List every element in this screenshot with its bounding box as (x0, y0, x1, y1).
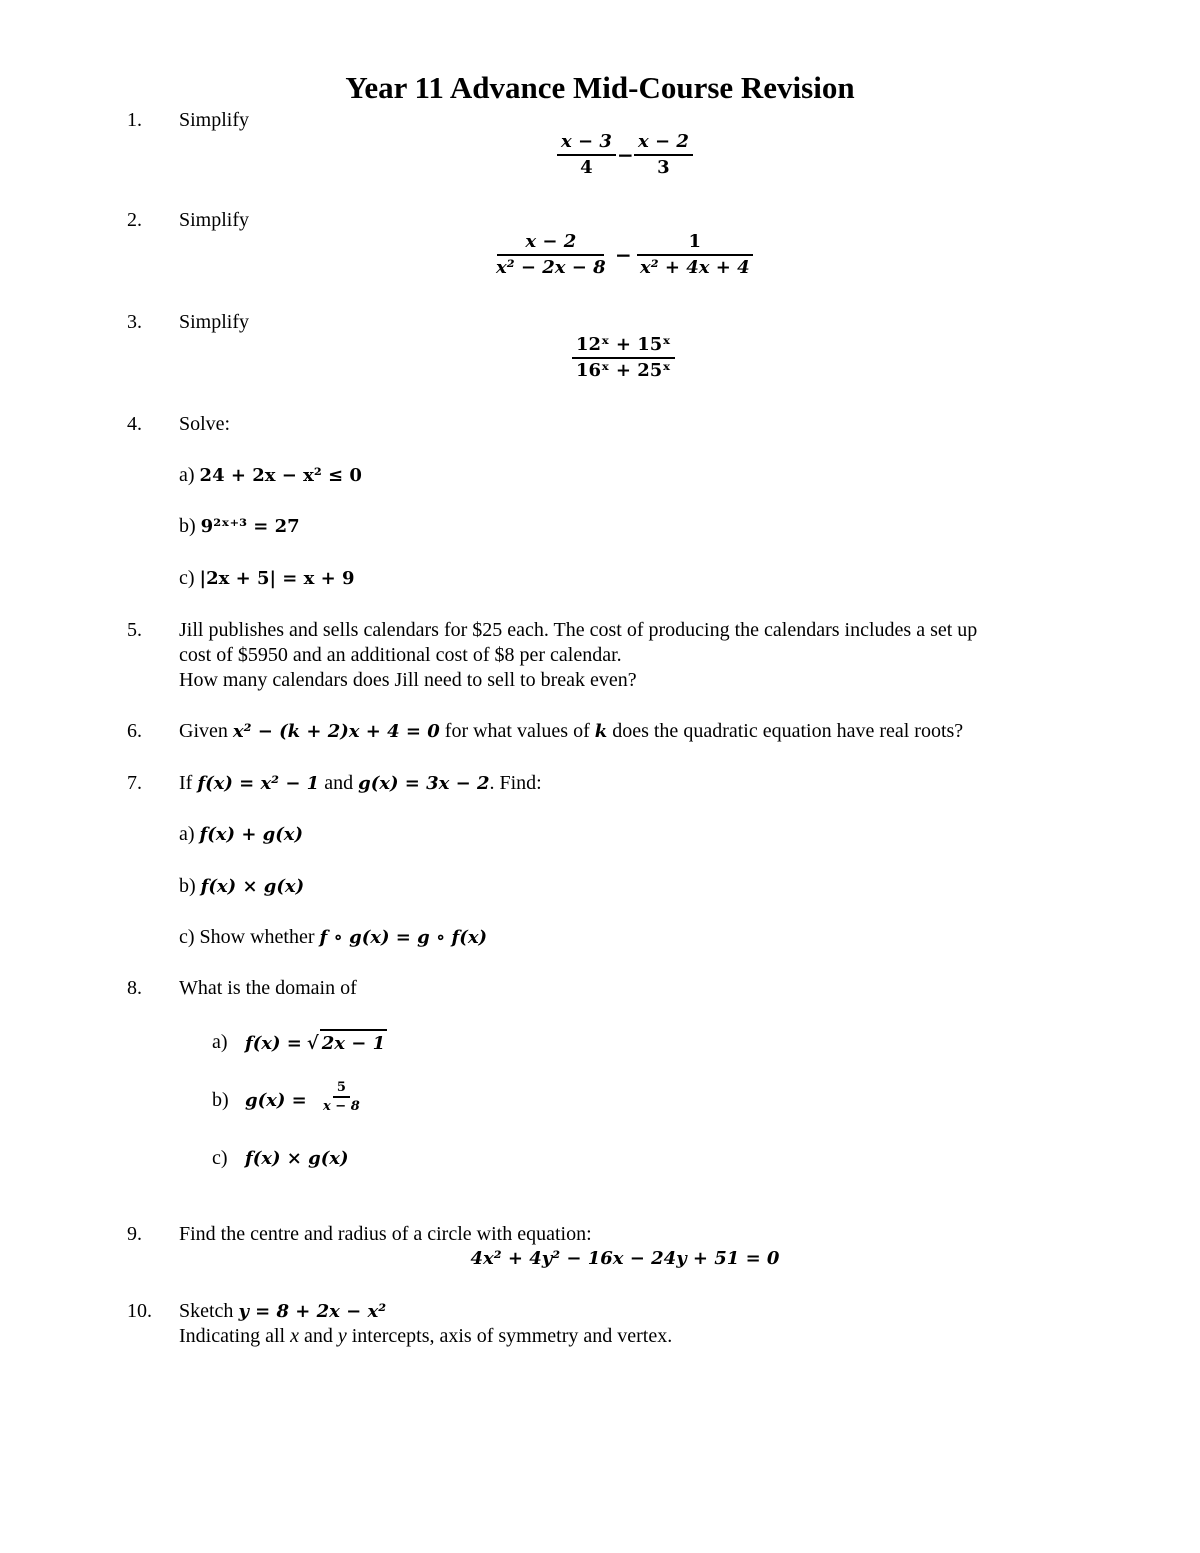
subpart (179, 565, 355, 592)
text-run: . Find: (489, 772, 542, 794)
numerator: x − 3 (557, 130, 616, 156)
subpart (179, 462, 362, 489)
question-text (179, 718, 963, 745)
question-number: 6. (127, 720, 142, 742)
denominator: 4 (580, 157, 593, 178)
subpart-label: c) Show whether (179, 926, 315, 948)
question-number: 10. (127, 1300, 152, 1322)
denominator: x² − 2x − 8 (496, 257, 606, 278)
denominator: x² + 4x + 4 (640, 257, 750, 278)
math-variable: k (594, 721, 608, 742)
text-run: Given (179, 720, 228, 742)
math-expression: x² − (k + 2)x + 4 = 0 (232, 721, 440, 742)
text-run: and (324, 772, 354, 794)
text-run: does the quadratic equation have real roots? (612, 720, 964, 742)
numerator: x − 2 (497, 230, 604, 256)
fraction (319, 1079, 364, 1115)
math-lhs: f(x) = (245, 1033, 302, 1054)
denominator: 3 (657, 157, 670, 178)
fraction (557, 130, 616, 180)
text-run: intercepts, axis of symmetry and vertex. (351, 1325, 673, 1347)
math-expression: f(x) = x² − 1 (197, 773, 320, 794)
math-variable: y (337, 1325, 347, 1347)
question-text (179, 770, 542, 797)
question-number: 3. (127, 311, 142, 333)
fraction (572, 333, 675, 383)
question-number: 9. (127, 1223, 142, 1245)
numerator: 12ˣ + 15ˣ (572, 333, 675, 359)
math-text: f(x) × g(x) (245, 1148, 349, 1169)
math-lhs (245, 1087, 307, 1114)
question-number: 1. (127, 109, 142, 131)
subpart-label: a) (179, 464, 195, 486)
question-number: 7. (127, 772, 142, 794)
question-text: Simplify (179, 311, 250, 333)
question-text: How many calendars does Jill need to sell to break even? (179, 669, 637, 691)
numerator: x − 2 (634, 130, 693, 156)
page-title: Year 11 Advance Mid-Course Revision (345, 70, 855, 105)
subpart-label: c) (179, 567, 195, 589)
fraction (636, 230, 754, 280)
question-number: 8. (127, 977, 142, 999)
denominator: 16ˣ + 25ˣ (576, 360, 671, 381)
fraction (492, 230, 610, 280)
radicand: 2x − 1 (320, 1029, 387, 1057)
question-text (179, 1298, 386, 1325)
question-text: Find the centre and radius of a circle with equation: (179, 1223, 592, 1245)
math-expression: g(x) = 3x − 2 (358, 773, 490, 794)
math-expression: f(x) × g(x) (200, 876, 305, 897)
subpart-label: b) (212, 1089, 229, 1111)
math-expression: 9²ˣ⁺³ = 27 (200, 516, 300, 537)
question-number: 4. (127, 413, 142, 435)
text-run: Indicating all (179, 1325, 286, 1347)
fraction (634, 130, 693, 180)
subpart-label: a) (179, 823, 195, 845)
math-expression: 4x² + 4y² − 16x − 24y + 51 = 0 (470, 1248, 780, 1269)
question-text: cost of $5950 and an additional cost of $8 per calendar. (179, 644, 622, 666)
question-text: Jill publishes and sells calendars for $25 each. The cost of producing the calendars includes a set up (179, 619, 978, 641)
numerator: 5 (333, 1079, 350, 1098)
math-expression: |2x + 5| = x + 9 (199, 568, 355, 589)
subpart-label: b) (179, 515, 196, 537)
math-expression: 24 + 2x − x² ≤ 0 (199, 465, 362, 486)
question-text: Solve: (179, 413, 231, 435)
sqrt-icon: √ (306, 1033, 319, 1054)
question-number: 2. (127, 209, 142, 231)
math-variable: x (290, 1325, 299, 1347)
question-number: 5. (127, 619, 142, 641)
subpart (179, 513, 300, 540)
math-expression (245, 1029, 387, 1057)
text-run: and (303, 1325, 333, 1347)
subpart-label: a) (212, 1031, 228, 1053)
subpart-label: b) (179, 875, 196, 897)
math-lhs-text: g(x) = (245, 1090, 307, 1111)
math-expression: f ∘ g(x) = g ∘ f(x) (319, 927, 488, 948)
text-run: If (179, 772, 193, 794)
math-expression: f(x) + g(x) (199, 824, 304, 845)
text-run: Sketch (179, 1300, 234, 1322)
denominator: x − 8 (323, 1099, 360, 1114)
subpart (179, 873, 304, 900)
question-text: Simplify (179, 209, 250, 231)
operator: − (617, 143, 634, 167)
numerator: 1 (637, 230, 754, 256)
operator: − (615, 243, 632, 267)
text-run: for what values of (444, 720, 590, 742)
question-text: What is the domain of (179, 977, 357, 999)
subpart-label: c) (212, 1147, 228, 1169)
math-expression (245, 1145, 348, 1172)
question-text (179, 1323, 672, 1349)
subpart (179, 924, 487, 951)
subpart (179, 821, 303, 848)
question-text: Simplify (179, 109, 250, 131)
math-expression: y = 8 + 2x − x² (238, 1301, 387, 1322)
